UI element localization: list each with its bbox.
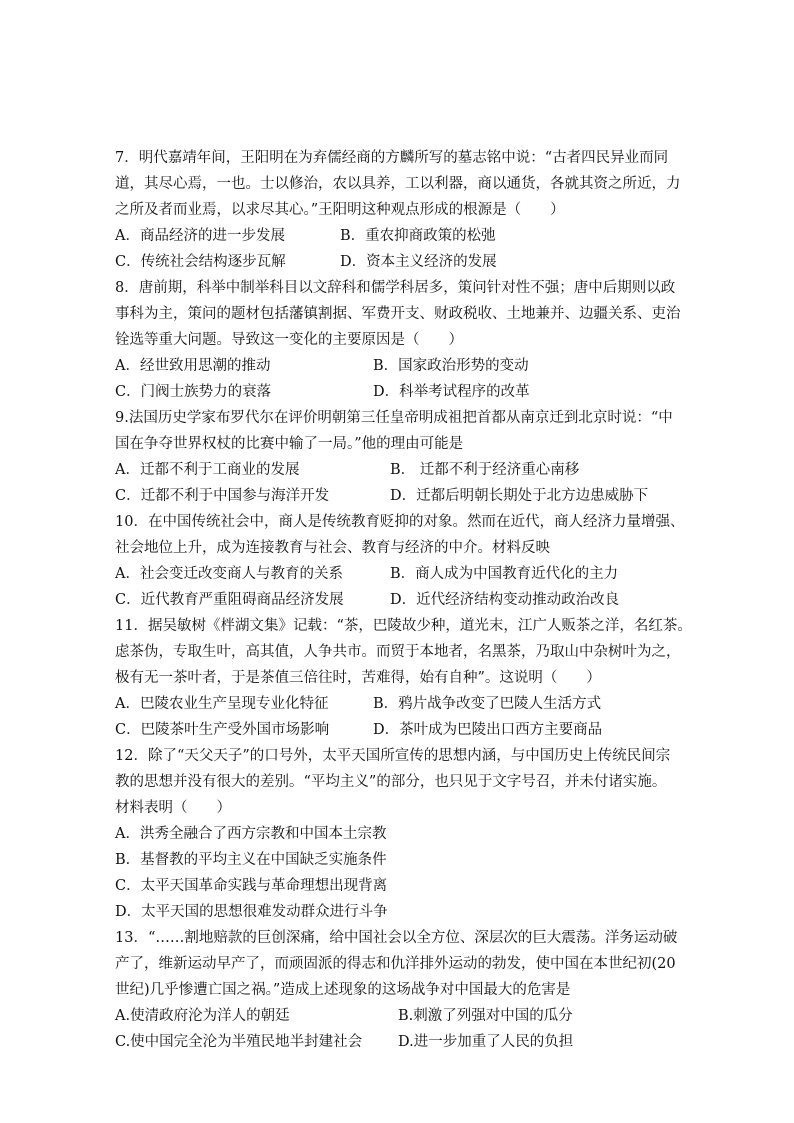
question-9-line-2: 国在争夺世界权杖的比赛中输了一局。”他的理由可能是 [115,436,464,452]
question-11-line-2: 虑茶伪，专取生叶，高其值，人争共市。而贸于本地者，名黑茶，乃取山中杂树叶为之， [115,644,681,660]
question-9-option-a: A．迁都不利于工商业的发展 [115,462,300,478]
question-11-line-3: 极有无一茶叶者，于是茶值三倍往时，苦难得，始有自种”。这说明（ ） [115,670,601,686]
question-10-option-d: D．近代经济结构变动推动政治改良 [390,592,620,608]
question-10-option-a: A．社会变迁改变商人与教育的关系 [115,566,343,582]
question-13-option-c: C.使中国完全沦为半殖民地半封建社会 [115,1034,363,1050]
question-7-line-2: 道，其尽心焉，一也。士以修治，农以具养，工以利器，商以通货，各就其资之所近，力 [115,176,681,192]
question-12-option-c: C．太平天国革命实践与革命理想出现背离 [115,878,388,894]
question-8-option-b: B．国家政治形势的变动 [373,358,529,374]
question-12-line-3: 材料表明（ ） [115,800,231,816]
question-13-line-3: 世纪)几乎惨遭亡国之祸。”造成上述现象的这场战争对中国最大的危害是 [115,982,571,998]
question-11-option-c: C．巴陵茶叶生产受外国市场影响 [115,722,330,738]
question-10-option-c: C．近代教育严重阻碍商品经济发展 [115,592,344,608]
question-7-option-d: D．资本主义经济的发展 [340,254,497,270]
question-13-option-a: A.使清政府沦为洋人的朝廷 [115,1008,290,1024]
question-7-option-a: A．商品经济的进一步发展 [115,228,285,244]
question-8-option-d: D．科举考试程序的改革 [373,384,530,400]
question-11-option-b: B．鸦片战争改变了巴陵人生活方式 [373,696,602,712]
question-8-option-c: C．门阀士族势力的衰落 [115,384,272,400]
question-13-option-b: B.刺激了列强对中国的瓜分 [398,1008,573,1024]
question-12-option-b: B．基督教的平均主义在中国缺乏实施条件 [115,852,387,868]
question-11-option-a: A．巴陵农业生产呈现专业化特征 [115,696,329,712]
question-9-option-c: C．迁都不利于中国参与海洋开发 [115,488,330,504]
question-10-line-1: 10．在中国传统社会中，商人是传统教育贬抑的对象。然而在近代，商人经济力量增强、 [115,514,685,530]
question-7-option-b: B．重农抑商政策的松弛 [340,228,496,244]
question-13-option-d: D.进一步加重了人民的负担 [398,1034,574,1050]
question-9-option-d: D．迁都后明朝长期处于北方边患威胁下 [390,488,649,504]
question-11-line-1: 11．据吴敏树《柈湖文集》记载：“茶，巴陵故少种，道光末，江广人贩茶之洋，名红茶。 [115,618,692,634]
question-12-line-1: 12．除了“天父天子”的口号外，太平天国所宣传的思想内涵，与中国历史上传统民间宗 [115,748,671,764]
question-11-option-d: D．茶叶成为巴陵出口西方主要商品 [373,722,603,738]
question-13-line-1: 13．“……割地赔款的巨创深痛，给中国社会以全方位、深层次的巨大震荡。洋务运动破 [115,930,678,946]
question-8-line-3: 铨选等重大问题。导致这一变化的主要原因是（ ） [115,332,463,348]
question-7-line-1: 7．明代嘉靖年间，王阳明在为弃儒经商的方麟所写的墓志铭中说：“古者四民异业而同 [115,150,669,166]
question-8-line-2: 事科为主，策问的题材包括藩镇割据、军费开支、财政税收、土地兼并、边疆关系、吏治 [115,306,681,322]
question-10-option-b: B．商人成为中国教育近代化的主力 [390,566,619,582]
question-8-line-1: 8．唐前期，科举中制举科目以文辞科和儒学科居多，策问针对性不强；唐中后期则以政 [115,280,676,296]
question-13-line-2: 产了，维新运动早产了，而顽固派的得志和仇洋排外运动的勃发，使中国在本世纪初(20 [115,956,676,972]
question-9-option-b: B． 迁都不利于经济重心南移 [390,462,580,478]
question-8-option-a: A．经世致用思潮的推动 [115,358,271,374]
question-12-option-a: A．洪秀全融合了西方宗教和中国本土宗教 [115,826,387,842]
question-12-option-d: D．太平天国的思想很难发动群众进行斗争 [115,904,388,920]
question-10-line-2: 社会地位上升，成为连接教育与社会、教育与经济的中介。材料反映 [115,540,550,556]
question-12-line-2: 教的思想并没有很大的差别。“平均主义”的部分，也只见于文字号召，并未付诸实施。 [115,774,667,790]
question-7-line-3: 之所及者而业焉，以求尽其心。”王阳明这种观点形成的根源是（ ） [115,202,565,218]
question-9-line-1: 9.法国历史学家布罗代尔在评价明朝第三任皇帝明成祖把首都从南京迁到北京时说：“中 [115,410,673,426]
question-7-option-c: C．传统社会结构逐步瓦解 [115,254,286,270]
